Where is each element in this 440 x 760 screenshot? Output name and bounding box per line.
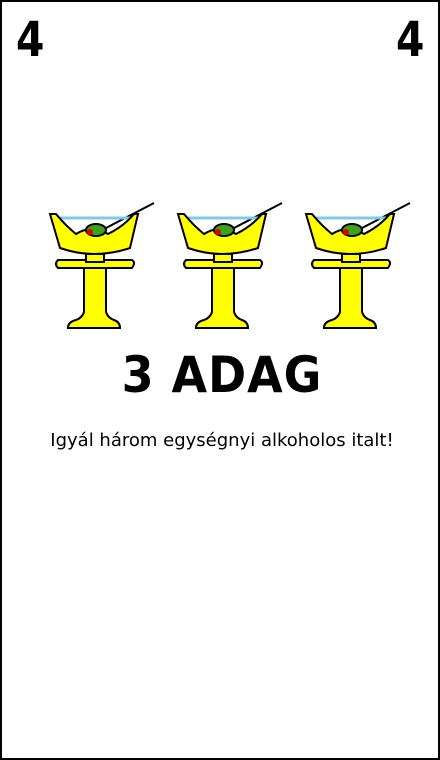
martini-glass-icon	[174, 198, 286, 334]
martini-glass-icon	[46, 198, 158, 334]
pimento	[87, 229, 93, 235]
pimento	[343, 229, 349, 235]
glass-neck	[342, 254, 360, 262]
glass-stem	[324, 268, 376, 328]
glass-stem	[196, 268, 248, 328]
glass-neck	[86, 254, 104, 262]
glass-neck	[214, 254, 232, 262]
card-value-top-right: 4	[395, 12, 424, 68]
martini-glass-icon	[302, 198, 414, 334]
card-title: 3 ADAG	[121, 346, 323, 404]
card-description: Igyál három egységnyi alkoholos italt!	[50, 430, 394, 451]
pimento	[215, 229, 221, 235]
glasses-illustration	[46, 198, 416, 334]
card-value-top-left: 4	[16, 12, 45, 68]
glass-stem	[68, 268, 120, 328]
